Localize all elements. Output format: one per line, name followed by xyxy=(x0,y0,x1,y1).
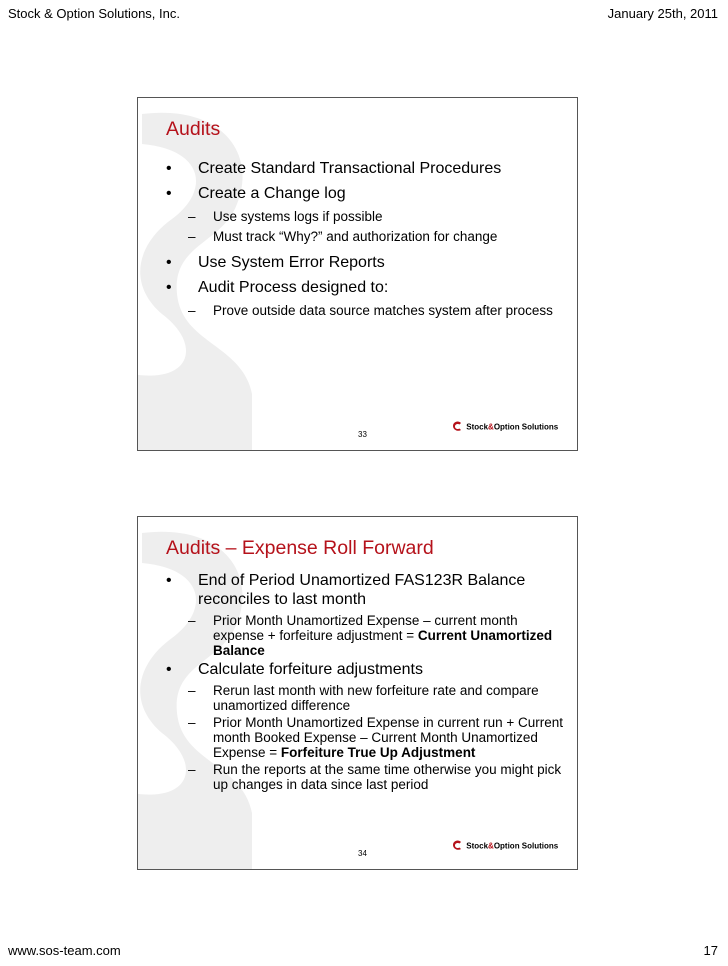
logo-mark-icon xyxy=(452,840,464,852)
slide-33 xyxy=(137,97,578,451)
dash-marker: – xyxy=(188,762,196,777)
logo-text-amp: & xyxy=(488,422,494,432)
slide-number: 34 xyxy=(358,849,367,858)
slide-number: 33 xyxy=(358,430,367,439)
sub-bullet-text: Rerun last month with new forfeiture rate and compare unamortized difference xyxy=(213,683,539,713)
company-logo xyxy=(452,840,558,854)
dash-marker: – xyxy=(188,303,196,318)
footer-page-number: 17 xyxy=(703,943,718,958)
dash-marker: – xyxy=(188,715,196,730)
bullet-text: Use System Error Reports xyxy=(198,254,385,271)
dash-marker: – xyxy=(188,683,196,698)
footer-website: www.sos-team.com xyxy=(8,943,121,958)
logo-text-stock: Stock xyxy=(466,841,489,851)
sub-bullet-item xyxy=(163,683,568,713)
bullet-item xyxy=(163,159,568,178)
bullet-marker: • xyxy=(166,279,172,296)
sub-bullet-item xyxy=(163,229,568,245)
bullet-marker: • xyxy=(166,661,172,678)
sub-bullet-text: Prior Month Unamortized Expense in current run + Current month Booked Expense – Current Month Unamortized Expense = xyxy=(213,715,564,760)
logo-text-rest: Option Solutions xyxy=(493,422,559,432)
bullet-text: Create a Change log xyxy=(198,185,346,202)
bullet-marker: • xyxy=(166,254,172,271)
company-logo xyxy=(452,421,558,435)
sub-bullet-bold-text: Forfeiture True Up Adjustment xyxy=(280,745,476,760)
sub-bullet-item xyxy=(163,762,568,792)
logo-text-stock: Stock xyxy=(466,422,489,432)
slide-title: Audits xyxy=(166,118,221,140)
bullet-item xyxy=(163,571,568,609)
sub-bullet-item xyxy=(163,303,568,319)
bullet-text: Calculate forfeiture adjustments xyxy=(198,661,423,678)
sub-bullet-item xyxy=(163,715,568,760)
slide-content xyxy=(163,159,568,323)
sub-bullet-text: Use systems logs if possible xyxy=(213,209,383,224)
header-company: Stock & Option Solutions, Inc. xyxy=(8,6,180,21)
dash-marker: – xyxy=(188,229,196,244)
bullet-marker: • xyxy=(166,160,172,177)
sub-bullet-text: Must track “Why?” and authorization for change xyxy=(213,229,498,244)
bullet-text: End of Period Unamortized FAS123R Balance reconciles to last month xyxy=(198,572,526,608)
logo-text-rest: Option Solutions xyxy=(493,841,559,851)
dash-marker: – xyxy=(188,209,196,224)
sub-bullet-item xyxy=(163,209,568,225)
slide-34 xyxy=(137,516,578,870)
logo-text-amp: & xyxy=(488,841,494,851)
slide-content xyxy=(163,571,568,794)
header-date: January 25th, 2011 xyxy=(607,6,718,21)
bullet-text: Audit Process designed to: xyxy=(198,279,389,296)
slide-title: Audits – Expense Roll Forward xyxy=(166,537,434,559)
bullet-marker: • xyxy=(166,572,172,589)
sub-bullet-item xyxy=(163,613,568,658)
sub-bullet-text: Prove outside data source matches system after process xyxy=(213,303,553,318)
sub-bullet-text: Run the reports at the same time otherwise you might pick up changes in data since last period xyxy=(213,762,562,792)
bullet-marker: • xyxy=(166,185,172,202)
sub-bullet-bold-text: Current Unamortized Balance xyxy=(213,628,553,658)
bullet-item xyxy=(163,660,568,679)
logo-mark-icon xyxy=(452,421,464,433)
bullet-item xyxy=(163,253,568,272)
sub-bullet-text: Prior Month Unamortized Expense – current month expense + forfeiture adjustment = xyxy=(213,613,518,643)
bullet-text: Create Standard Transactional Procedures xyxy=(198,160,502,177)
bullet-item xyxy=(163,184,568,203)
bullet-item xyxy=(163,278,568,297)
dash-marker: – xyxy=(188,613,196,628)
